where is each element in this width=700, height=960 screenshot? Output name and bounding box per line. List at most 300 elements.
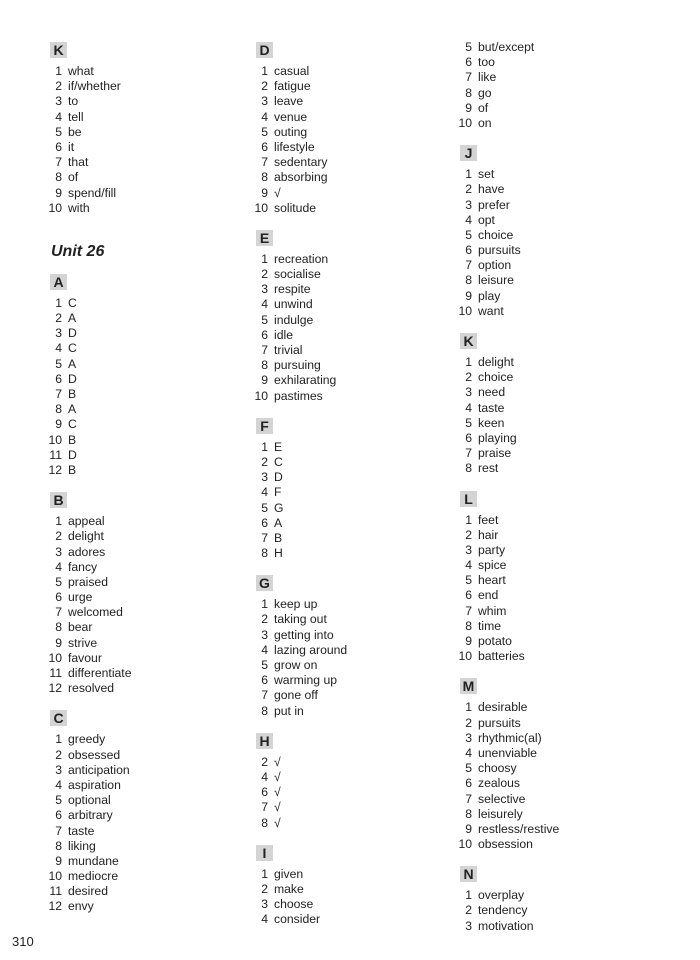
answer-number: 4 xyxy=(55,559,62,574)
answer-item xyxy=(452,401,672,416)
answer-list xyxy=(42,514,232,696)
answer-text: pursuits xyxy=(478,243,521,258)
answer-number: 6 xyxy=(465,55,472,70)
answer-item xyxy=(452,431,672,446)
answer-text: √ xyxy=(274,185,281,200)
answer-item xyxy=(452,573,672,588)
section-i xyxy=(248,843,438,928)
answer-number: 5 xyxy=(55,793,62,808)
answer-text: play xyxy=(478,288,501,303)
answer-item xyxy=(42,514,232,529)
answer-text: gone off xyxy=(274,688,318,703)
answer-text: delight xyxy=(478,355,514,369)
answer-item xyxy=(248,612,438,627)
answer-item xyxy=(248,628,438,643)
answer-item xyxy=(248,470,438,485)
answer-item xyxy=(452,776,672,791)
answer-text: given xyxy=(274,866,304,881)
answer-text: zealous xyxy=(478,776,521,791)
answer-item xyxy=(248,643,438,658)
answer-text: party xyxy=(478,542,506,557)
answer-text: respite xyxy=(274,282,311,297)
answer-number: 9 xyxy=(465,821,472,836)
answer-text: mundane xyxy=(68,853,119,868)
answer-text: greedy xyxy=(68,732,106,747)
answer-number: 12 xyxy=(48,681,62,696)
answer-item xyxy=(42,94,232,109)
answer-text: choice xyxy=(478,370,514,385)
answer-item xyxy=(452,513,672,528)
answer-item xyxy=(248,531,438,546)
answer-number: 2 xyxy=(55,79,62,94)
answer-text: opt xyxy=(478,212,495,227)
answer-number: 1 xyxy=(261,439,268,454)
answer-number: 3 xyxy=(465,197,472,212)
answer-item xyxy=(452,258,672,273)
unit-title: Unit 26 xyxy=(51,242,105,260)
section-letter: M xyxy=(460,678,477,694)
answer-number: 1 xyxy=(261,597,268,612)
answer-number: 10 xyxy=(254,200,268,215)
answer-text: B xyxy=(68,387,77,401)
answer-text: √ xyxy=(274,769,281,784)
answer-number: 1 xyxy=(465,355,472,369)
section-letter: A xyxy=(50,274,67,290)
answer-item xyxy=(248,597,438,612)
answer-number: 7 xyxy=(465,258,472,273)
answer-number: 2 xyxy=(261,454,268,469)
answer-text: motivation xyxy=(478,918,534,933)
answer-item xyxy=(42,869,232,884)
answer-text: spice xyxy=(478,558,507,573)
answer-text: absorbing xyxy=(274,170,328,185)
answer-number: 9 xyxy=(55,853,62,868)
answer-text: welcomed xyxy=(68,605,123,620)
answer-number: 4 xyxy=(465,558,472,573)
answer-text: of xyxy=(478,100,489,115)
answer-number: 8 xyxy=(465,85,472,100)
answer-item xyxy=(452,243,672,258)
answer-text: taste xyxy=(478,400,505,415)
answer-text: keen xyxy=(478,415,505,430)
answer-text: mediocre xyxy=(68,869,119,884)
answer-number: 4 xyxy=(55,777,62,792)
answer-number: 6 xyxy=(55,139,62,154)
answer-text: venue xyxy=(274,109,308,124)
answer-item xyxy=(248,313,438,328)
answer-text: prefer xyxy=(478,197,510,212)
answer-number: 9 xyxy=(55,185,62,200)
section-g xyxy=(248,573,438,719)
answer-number: 10 xyxy=(48,650,62,665)
section-k xyxy=(452,331,672,477)
answer-item xyxy=(42,529,232,544)
answer-number: 3 xyxy=(261,470,268,485)
answer-list xyxy=(452,355,672,477)
answer-item xyxy=(452,888,672,903)
answer-item xyxy=(452,101,672,116)
answer-text: urge xyxy=(68,590,93,605)
answer-number: 8 xyxy=(55,620,62,635)
answer-item xyxy=(452,289,672,304)
answer-number: 4 xyxy=(261,109,268,124)
answer-number: 12 xyxy=(48,899,62,914)
answer-item xyxy=(452,116,672,131)
answer-item xyxy=(42,448,232,463)
answer-text: choice xyxy=(478,227,514,242)
answer-item xyxy=(248,440,438,455)
answer-text: solitude xyxy=(274,200,317,215)
answer-number: 8 xyxy=(465,806,472,821)
answer-item xyxy=(42,545,232,560)
answer-text: leisurely xyxy=(478,806,523,821)
answer-item xyxy=(42,854,232,869)
answer-item xyxy=(42,201,232,216)
answer-number: 9 xyxy=(261,373,268,388)
answer-text: resolved xyxy=(68,681,115,696)
answer-number: 7 xyxy=(261,343,268,357)
answer-text: H xyxy=(274,546,283,561)
answer-text: √ xyxy=(274,815,281,830)
answer-text: obsession xyxy=(478,837,533,852)
answer-item xyxy=(42,296,232,311)
answer-text: lazing around xyxy=(274,642,348,657)
answer-item xyxy=(42,824,232,839)
answer-text: tell xyxy=(68,109,84,124)
answer-number: 5 xyxy=(261,312,268,327)
answer-item xyxy=(248,897,438,912)
answer-number: 6 xyxy=(465,243,472,258)
answer-text: rest xyxy=(478,461,499,476)
answer-number: 3 xyxy=(465,918,472,933)
section-i-continued xyxy=(452,40,672,131)
answer-text: A xyxy=(68,311,77,326)
answer-item xyxy=(42,387,232,402)
answer-number: 7 xyxy=(261,530,268,545)
answer-number: 7 xyxy=(55,823,62,838)
answer-text: desired xyxy=(68,884,108,899)
answer-item xyxy=(452,198,672,213)
answer-number: 6 xyxy=(261,673,268,688)
answer-item xyxy=(248,79,438,94)
answer-number: 2 xyxy=(465,527,472,542)
answer-item xyxy=(248,546,438,561)
answer-number: 5 xyxy=(55,356,62,371)
answer-item xyxy=(452,355,672,370)
answer-item xyxy=(42,372,232,387)
answer-text: pastimes xyxy=(274,388,323,403)
answer-number: 8 xyxy=(55,838,62,853)
answer-text: potato xyxy=(478,634,512,648)
answer-number: 7 xyxy=(55,155,62,170)
answer-number: 6 xyxy=(261,515,268,530)
answer-number: 2 xyxy=(261,881,268,896)
answer-text: rhythmic(al) xyxy=(478,730,542,745)
answer-text: with xyxy=(68,200,90,215)
answer-item xyxy=(248,328,438,343)
answer-number: 2 xyxy=(261,754,268,769)
answer-item xyxy=(452,461,672,476)
answer-number: 1 xyxy=(55,732,62,747)
answer-number: 5 xyxy=(55,124,62,139)
answer-text: whim xyxy=(478,603,507,618)
answer-item xyxy=(42,357,232,372)
answer-number: 9 xyxy=(261,185,268,200)
answer-item xyxy=(42,326,232,341)
answer-text: too xyxy=(478,55,495,70)
answer-item xyxy=(42,311,232,326)
answer-item xyxy=(248,882,438,897)
section-letter: K xyxy=(50,42,67,58)
answer-item xyxy=(248,688,438,703)
answer-text: adores xyxy=(68,544,106,559)
answer-text: unenviable xyxy=(478,745,537,760)
answer-text: √ xyxy=(274,754,281,769)
answer-item xyxy=(248,816,438,831)
answer-number: 2 xyxy=(55,529,62,544)
answer-list xyxy=(248,867,438,928)
answer-item xyxy=(248,800,438,815)
answer-text: end xyxy=(478,588,499,603)
answer-item xyxy=(42,110,232,125)
answer-item xyxy=(452,761,672,776)
answer-text: if/whether xyxy=(68,79,121,94)
answer-number: 7 xyxy=(261,800,268,815)
answer-item xyxy=(42,620,232,635)
answer-text: what xyxy=(68,64,94,78)
answer-text: lifestyle xyxy=(274,139,315,154)
answer-item xyxy=(248,64,438,79)
answer-text: be xyxy=(68,124,82,139)
answer-number: 4 xyxy=(261,769,268,784)
answer-text: G xyxy=(274,500,284,515)
answer-text: C xyxy=(68,341,77,356)
answer-list xyxy=(452,167,672,319)
answer-number: 7 xyxy=(465,603,472,618)
answer-text: leave xyxy=(274,94,304,109)
answer-text: obsessed xyxy=(68,747,121,762)
answer-text: consider xyxy=(274,912,321,927)
answer-item xyxy=(248,501,438,516)
answer-text: desirable xyxy=(478,700,528,715)
section-m xyxy=(452,676,672,852)
section-letter: C xyxy=(50,710,67,726)
answer-number: 6 xyxy=(55,371,62,386)
answer-item xyxy=(452,167,672,182)
answer-item xyxy=(42,763,232,778)
answer-number: 1 xyxy=(261,251,268,266)
section-k-unit25 xyxy=(42,40,232,216)
answer-text: trivial xyxy=(274,343,303,357)
section-letter: E xyxy=(256,230,273,246)
answer-item xyxy=(42,417,232,432)
answer-item xyxy=(42,793,232,808)
answer-text: √ xyxy=(274,800,281,815)
answer-item xyxy=(42,341,232,356)
answer-text: exhilarating xyxy=(274,373,337,388)
answer-text: keep up xyxy=(274,597,318,612)
answer-number: 9 xyxy=(55,635,62,650)
answer-number: 8 xyxy=(465,461,472,476)
answer-item xyxy=(248,389,438,404)
answer-number: 8 xyxy=(55,170,62,185)
answer-number: 7 xyxy=(261,688,268,703)
answer-text: C xyxy=(68,295,77,310)
answer-list xyxy=(248,597,438,719)
answer-number: 6 xyxy=(55,808,62,823)
answer-number: 8 xyxy=(261,703,268,718)
section-l xyxy=(452,489,672,665)
answer-number: 1 xyxy=(465,167,472,182)
answer-item xyxy=(248,267,438,282)
answer-item xyxy=(42,575,232,590)
answer-item xyxy=(42,681,232,696)
answer-number: 2 xyxy=(261,267,268,282)
answer-number: 6 xyxy=(465,776,472,791)
answer-number: 2 xyxy=(465,182,472,197)
section-d xyxy=(248,40,438,216)
answer-number: 10 xyxy=(48,432,62,447)
answer-text: like xyxy=(478,70,497,85)
answer-text: grow on xyxy=(274,658,318,672)
answer-item xyxy=(452,807,672,822)
section-c xyxy=(42,708,232,914)
answer-text: A xyxy=(274,515,283,530)
answer-item xyxy=(452,716,672,731)
answer-number: 2 xyxy=(465,903,472,918)
answer-number: 2 xyxy=(465,370,472,385)
answer-item xyxy=(248,485,438,500)
section-letter: B xyxy=(50,492,67,508)
answer-item xyxy=(248,704,438,719)
answer-number: 10 xyxy=(458,837,472,852)
answer-text: anticipation xyxy=(68,762,130,777)
answer-text: B xyxy=(68,462,77,477)
answer-number: 1 xyxy=(261,866,268,881)
answer-item xyxy=(248,755,438,770)
answer-text: spend/fill xyxy=(68,185,117,200)
answer-item xyxy=(452,528,672,543)
answer-number: 5 xyxy=(261,500,268,515)
answer-text: on xyxy=(478,115,492,130)
answer-text: A xyxy=(68,356,77,371)
answer-item xyxy=(452,837,672,852)
answer-text: appeal xyxy=(68,514,105,529)
answer-text: it xyxy=(68,139,75,154)
answer-text: want xyxy=(478,303,504,318)
section-e xyxy=(248,228,438,404)
answer-item xyxy=(452,182,672,197)
answer-text: favour xyxy=(68,650,102,665)
answer-text: arbitrary xyxy=(68,808,113,823)
answer-number: 4 xyxy=(261,912,268,927)
answer-number: 4 xyxy=(465,745,472,760)
answer-text: D xyxy=(68,371,77,386)
section-b xyxy=(42,490,232,696)
answer-list xyxy=(248,64,438,216)
answer-item xyxy=(248,186,438,201)
answer-text: make xyxy=(274,881,304,896)
answer-item xyxy=(452,588,672,603)
answer-number: 10 xyxy=(254,388,268,403)
answer-text: batteries xyxy=(478,649,525,664)
answer-text: D xyxy=(274,470,283,485)
answer-number: 5 xyxy=(261,124,268,139)
answer-text: heart xyxy=(478,573,506,588)
answer-list xyxy=(452,513,672,665)
answer-number: 5 xyxy=(261,658,268,672)
answer-item xyxy=(248,658,438,673)
section-letter: J xyxy=(460,145,477,161)
answer-item xyxy=(452,746,672,761)
answer-number: 8 xyxy=(261,546,268,561)
answer-text: choose xyxy=(274,897,314,912)
answer-text: unwind xyxy=(274,297,313,312)
answer-text: time xyxy=(478,618,502,633)
section-letter: I xyxy=(256,845,273,861)
answer-number: 10 xyxy=(48,200,62,215)
answer-text: pursuing xyxy=(274,358,321,373)
answer-number: 11 xyxy=(49,884,62,899)
section-letter: L xyxy=(460,491,477,507)
page-number: 310 xyxy=(12,934,34,949)
answer-item xyxy=(452,903,672,918)
answer-item xyxy=(42,884,232,899)
answer-text: idle xyxy=(274,327,293,342)
answer-number: 5 xyxy=(465,415,472,430)
answer-number: 4 xyxy=(261,297,268,312)
answer-text: need xyxy=(478,385,506,400)
answer-number: 7 xyxy=(465,446,472,461)
answer-item xyxy=(248,455,438,470)
answer-item xyxy=(248,201,438,216)
answer-item xyxy=(42,140,232,155)
answer-item xyxy=(452,55,672,70)
answer-text: D xyxy=(68,326,77,341)
answer-number: 2 xyxy=(55,747,62,762)
answer-number: 1 xyxy=(55,295,62,310)
answer-list xyxy=(248,252,438,404)
answer-number: 7 xyxy=(55,605,62,620)
answer-text: hair xyxy=(478,527,499,542)
answer-item xyxy=(42,155,232,170)
section-j xyxy=(452,143,672,319)
answer-item xyxy=(452,370,672,385)
answer-item xyxy=(452,731,672,746)
section-letter: K xyxy=(460,333,477,349)
answer-number: 7 xyxy=(55,387,62,401)
answer-item xyxy=(452,649,672,664)
answer-number: 8 xyxy=(55,402,62,417)
answer-text: A xyxy=(68,402,77,417)
section-n xyxy=(452,864,672,934)
answer-number: 3 xyxy=(55,94,62,109)
answer-item xyxy=(42,666,232,681)
answer-number: 3 xyxy=(261,282,268,297)
answer-item xyxy=(452,543,672,558)
section-h xyxy=(248,731,438,831)
answer-number: 4 xyxy=(55,341,62,356)
answer-number: 5 xyxy=(465,573,472,588)
answer-list xyxy=(452,700,672,852)
answer-text: restless/restive xyxy=(478,821,560,836)
answer-text: recreation xyxy=(274,251,329,266)
answer-number: 1 xyxy=(261,64,268,78)
section-letter: N xyxy=(460,866,477,882)
answer-number: 3 xyxy=(465,542,472,557)
answer-item xyxy=(452,228,672,243)
answer-number: 1 xyxy=(465,512,472,527)
